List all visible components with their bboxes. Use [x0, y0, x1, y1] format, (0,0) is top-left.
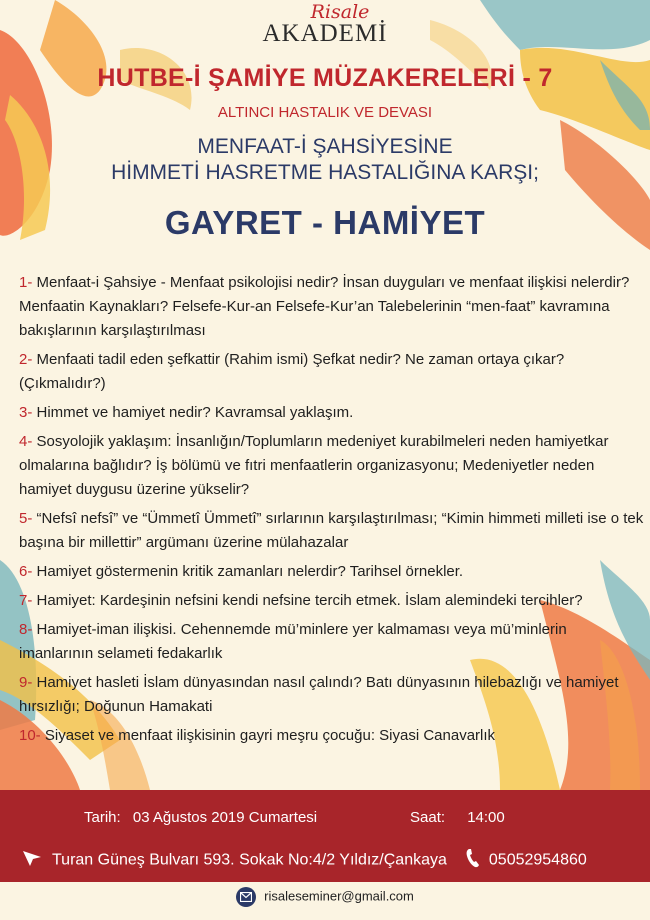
item-number: 7-	[19, 592, 33, 609]
logo-top-text: Risale	[310, 1, 370, 23]
list-item	[19, 271, 644, 343]
item-text: Sosyolojik yaklaşım: İnsanlığın/Toplumların medeniyet kurabilmeleri neden hamiyetkar olmalarına bağlıdır? İş bölümü ve fıtri menfaatlerin organizasyonu; Medeniyetler neden hamiyet duygusu üzerine yükselir?	[19, 433, 609, 498]
series-title: HUTBE-İ ŞAMİYE MÜZAKERELERİ - 7	[97, 64, 553, 92]
risale-akademi-logo	[0, 2, 650, 46]
main-title: GAYRET - HAMİYET	[164, 204, 486, 241]
item-number: 6-	[19, 563, 33, 580]
event-date	[84, 809, 317, 826]
topic-list	[19, 271, 644, 753]
list-item	[19, 560, 644, 584]
logo-main-text: AKADEMİ	[262, 20, 388, 47]
list-item	[19, 618, 644, 666]
mail-icon	[236, 887, 256, 907]
list-item	[19, 589, 644, 613]
item-text: Hamiyet: Kardeşinin nefsini kendi nefsine tercih etmek. İslam alemindeki tercihler?	[32, 592, 583, 609]
episode-subtitle: ALTINCI HASTALIK VE DEVASI	[217, 104, 433, 121]
item-number: 3-	[19, 404, 33, 421]
item-text: Menfaati tadil eden şefkattir (Rahim ismi) Şefkat nedir? Ne zaman ortaya çıkar? (Çıkmalıdır?)	[19, 351, 565, 392]
email-address[interactable]: risaleseminer@gmail.com	[264, 888, 414, 904]
list-item	[19, 430, 644, 502]
event-info-footer	[0, 790, 650, 882]
time-value: 14:00	[467, 809, 505, 826]
item-number: 2-	[19, 351, 33, 368]
location-pin-icon	[22, 849, 42, 872]
item-number: 1-	[19, 274, 33, 291]
email-row	[0, 887, 650, 907]
item-number: 5-	[19, 510, 33, 527]
topic-heading	[0, 134, 650, 186]
item-text: “Nefsî nefsî” ve “Ümmetî Ümmetî” sırlarının karşılaştırılması; “Kimin himmeti milleti ise o tek başına bir millettir” argümanı üzerine mülahazalar	[19, 510, 644, 551]
item-text: Menfaat-i Şahsiye - Menfaat psikolojisi nedir? İnsan duyguları ve menfaat ilişkisi nelerdir? Menfaatin Kaynakları? Felsefe-Kur-an Felsefe-Kur’an Talebelerinin “men-faat” kavramına bakışlarının karşılaştırılması	[19, 274, 630, 339]
date-value: 03 Ağustos 2019 Cumartesi	[132, 809, 318, 826]
list-item	[19, 724, 644, 748]
item-text: Hamiyet-iman ilişkisi. Cehennemde mü’minlere yer kalmaması veya mü’minlerin imanlarının selameti fedakarlık	[19, 621, 567, 662]
time-label: Saat:	[410, 809, 446, 826]
topic-heading-line1: MENFAAT-İ ŞAHSİYESİNE	[197, 135, 453, 158]
topic-heading-line2: HİMMETİ HASRETME HASTALIĞINA KARŞI;	[111, 161, 539, 184]
list-item	[19, 671, 644, 719]
list-item	[19, 401, 644, 425]
list-item	[19, 507, 644, 555]
address-text: Turan Güneş Bulvarı 593. Sokak No:4/2 Yıldız/Çankaya	[52, 851, 447, 869]
address-row	[22, 848, 642, 873]
item-number: 4-	[19, 433, 33, 450]
phone-icon	[465, 848, 481, 873]
item-number: 8-	[19, 621, 33, 638]
event-time	[410, 809, 505, 826]
item-text: Siyaset ve menfaat ilişkisinin gayri meşru çocuğu: Siyasi Canavarlık	[40, 727, 496, 744]
phone-number[interactable]: 05052954860	[488, 851, 587, 869]
item-text: Hamiyet göstermenin kritik zamanları nelerdir? Tarihsel örnekler.	[32, 563, 464, 580]
date-label: Tarih:	[84, 809, 121, 826]
item-text: Himmet ve hamiyet nedir? Kavramsal yaklaşım.	[32, 404, 354, 421]
item-number: 9-	[19, 674, 33, 691]
list-item	[19, 348, 644, 396]
item-text: Hamiyet hasleti İslam dünyasından nasıl çalındı? Batı dünyasının hilebazlığı ve hamiyet hırsızlığı; Doğunun Hamakati	[19, 674, 619, 715]
item-number: 10-	[19, 727, 41, 744]
